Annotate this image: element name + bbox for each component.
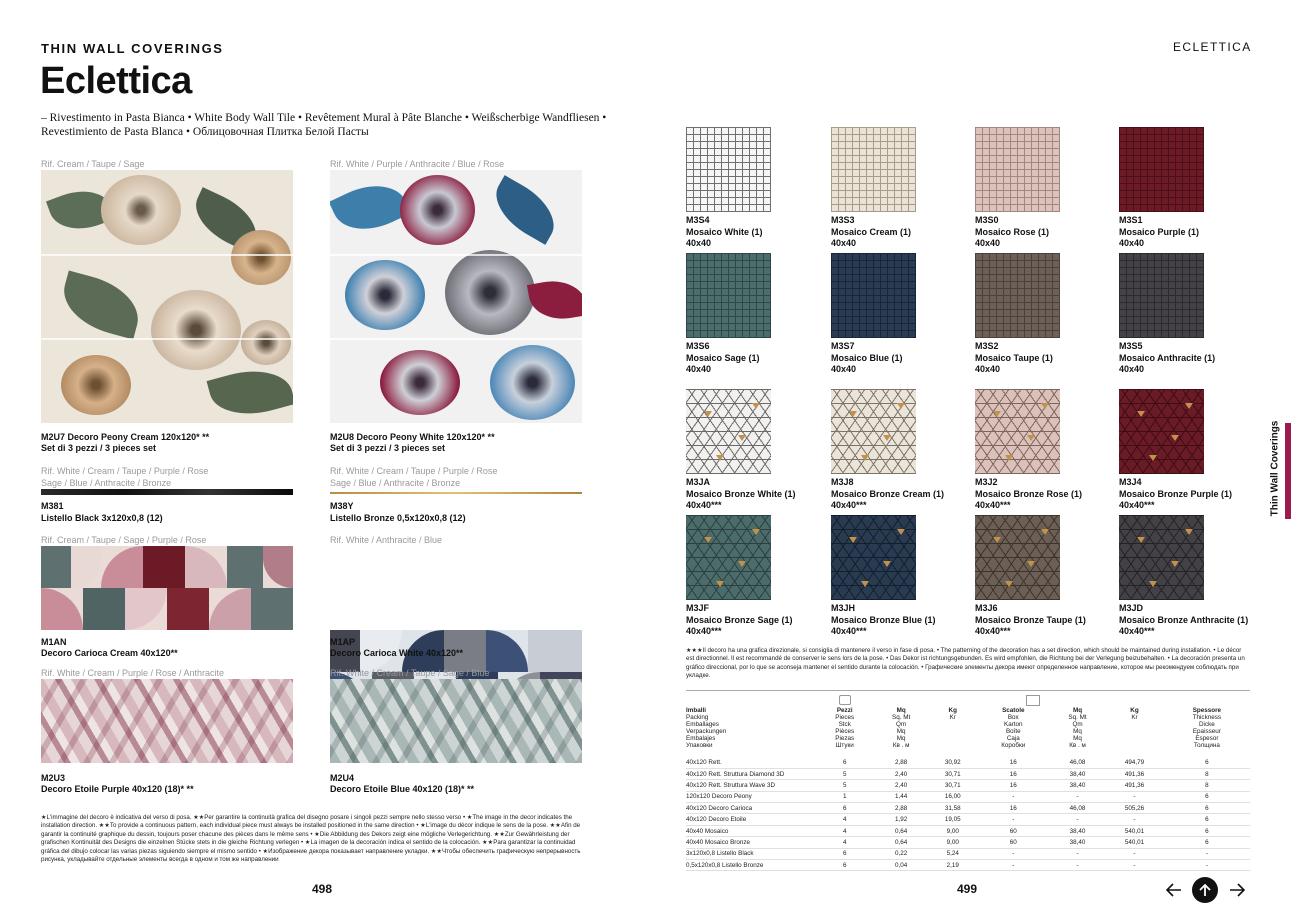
table-row [686, 780, 1250, 791]
mosaic-code: M3S3 [831, 215, 855, 225]
product-description: Set di 3 pezzi / 3 pieces set [330, 443, 446, 453]
mosaic-tile-image [1119, 389, 1204, 474]
mosaic-name: Mosaico Bronze Blue (1) [831, 614, 936, 625]
table-cell: 1,92 [873, 814, 928, 825]
table-cell: 494,79 [1105, 757, 1164, 768]
mosaic-tile-image [686, 253, 771, 338]
mosaic-tile-image [686, 515, 771, 600]
table-cell: - [1050, 814, 1105, 825]
product-code: M1AP [330, 637, 356, 647]
mosaic-size: 40x40*** [1119, 626, 1155, 636]
table-cell: 1,44 [873, 791, 928, 802]
table-cell: - [1105, 814, 1164, 825]
table-cell: 6 [1164, 825, 1250, 836]
bronze-chip [716, 455, 724, 461]
mosaic-code: M3JD [1119, 603, 1144, 613]
table-cell: 6 [816, 803, 873, 814]
bronze-chip [849, 411, 857, 417]
table-cell: 19,05 [929, 814, 977, 825]
mosaic-name: Mosaico Bronze Taupe (1) [975, 614, 1086, 625]
table-cell: 40x120 Rett. [686, 757, 816, 768]
mosaic-tile-image [1119, 253, 1204, 338]
etoile-purple-image [41, 679, 293, 763]
table-header-cell: Mq Sq. Mt Qm Mq Mq Кв . м [892, 707, 911, 749]
mosaic-code: M3J6 [975, 603, 998, 613]
bronze-chip [993, 537, 1001, 543]
bronze-chip [738, 561, 746, 567]
mosaic-code: M3S4 [686, 215, 710, 225]
table-cell: - [977, 848, 1050, 859]
peony-cream-image [41, 170, 293, 423]
bronze-chip [752, 529, 760, 535]
product-description: Decoro Carioca White 40x120** [330, 648, 464, 658]
mosaic-code: M3JH [831, 603, 856, 613]
table-cell: 0,5x120x0,8 Listello Bronze [686, 860, 816, 871]
page-number-left: 498 [312, 882, 333, 896]
mosaic-size: 40x40*** [831, 626, 867, 636]
mosaic-name: Mosaico Bronze Cream (1) [831, 488, 945, 499]
table-cell: 31,58 [929, 803, 977, 814]
table-cell: 0,04 [873, 860, 928, 871]
table-cell: 38,40 [1050, 825, 1105, 836]
product-reference-colors: Rif. Cream / Taupe / Sage / Purple / Rose [41, 535, 207, 545]
table-cell: 16 [977, 757, 1050, 768]
table-cell: 60 [977, 825, 1050, 836]
table-row [686, 803, 1250, 814]
bronze-chip [1171, 435, 1179, 441]
table-cell: 3x120x0,8 Listello Black [686, 848, 816, 859]
mosaic-name: Mosaico Anthracite (1) [1119, 352, 1216, 363]
table-cell: 30,92 [929, 757, 977, 768]
arrow-left-icon[interactable] [1161, 877, 1187, 903]
table-cell: 40x120 Rett. Struttura Diamond 3D [686, 768, 816, 779]
mosaic-tile-image [831, 127, 916, 212]
mosaic-code: M3S7 [831, 341, 855, 351]
table-cell: 5 [816, 780, 873, 791]
mosaic-size: 40x40*** [1119, 500, 1155, 510]
table-cell: - [1164, 848, 1250, 859]
bronze-chip [1041, 529, 1049, 535]
mosaic-name: Mosaico Bronze Sage (1) [686, 614, 793, 625]
mosaic-name: Mosaico Blue (1) [831, 352, 903, 363]
table-row [686, 837, 1250, 848]
bronze-chip [1149, 455, 1157, 461]
mosaic-tile-image [975, 127, 1060, 212]
table-cell: 4 [816, 814, 873, 825]
product-reference-colors: Rif. White / Purple / Anthracite / Blue / Rose [330, 159, 505, 169]
table-cell: 6 [816, 860, 873, 871]
product-code: M38Y [330, 501, 354, 511]
table-header-cell: Spessore Thickness Dicke Epaisseur Espesor Толщина [1192, 707, 1222, 749]
packing-table [686, 690, 1250, 871]
table-cell: 40x120 Decoro Carioca [686, 803, 816, 814]
table-cell: - [1050, 848, 1105, 859]
side-tab-marker [1285, 423, 1291, 519]
table-cell: 46,08 [1050, 757, 1105, 768]
mosaic-size: 40x40 [686, 238, 712, 248]
mosaic-size: 40x40*** [831, 500, 867, 510]
table-cell: 5 [816, 768, 873, 779]
mosaic-size: 40x40 [1119, 238, 1145, 248]
mosaic-tile-image [1119, 515, 1204, 600]
table-cell: 30,71 [929, 780, 977, 791]
table-row [686, 814, 1250, 825]
product-reference-colors-2: Sage / Blue / Anthracite / Bronze [41, 478, 172, 488]
table-header-cell: Kg Kr [948, 707, 957, 721]
bronze-chip [849, 537, 857, 543]
listello-black-image [41, 489, 293, 495]
mosaic-size: 40x40*** [975, 500, 1011, 510]
mosaic-tile-image [975, 253, 1060, 338]
bronze-chip [861, 581, 869, 587]
table-cell: - [1050, 860, 1105, 871]
table-cell: 6 [1164, 791, 1250, 802]
mosaic-code: M3JF [686, 603, 710, 613]
bronze-chip [1149, 581, 1157, 587]
table-cell: 9,00 [929, 837, 977, 848]
table-cell: 491,36 [1105, 768, 1164, 779]
table-cell: 2,88 [873, 803, 928, 814]
product-description: Decoro Etoile Blue 40x120 (18)* ** [330, 784, 475, 794]
table-header-cell: Imballi Packing Emballages Verpackungen Embalajes Упаковки [686, 707, 727, 749]
bronze-chip [1185, 403, 1193, 409]
table-cell: 40x40 Mosaico Bronze [686, 837, 816, 848]
product-description: Decoro Carioca Cream 40x120** [41, 648, 178, 658]
product-code: M381 [41, 501, 64, 511]
mosaic-size: 40x40*** [686, 626, 722, 636]
bronze-chip [716, 581, 724, 587]
table-cell: 60 [977, 837, 1050, 848]
page-title: Eclettica [40, 60, 192, 102]
mosaic-code: M3S5 [1119, 341, 1143, 351]
table-row [686, 825, 1250, 836]
table-cell: 0,64 [873, 825, 928, 836]
table-cell: 2,88 [873, 757, 928, 768]
mosaic-tile-image [975, 389, 1060, 474]
table-cell: 0,22 [873, 848, 928, 859]
bronze-chip [1005, 581, 1013, 587]
bronze-chip [1137, 411, 1145, 417]
mosaic-tile-image [831, 515, 916, 600]
bronze-chip [883, 561, 891, 567]
product-reference-colors: Rif. White / Cream / Taupe / Purple / Rose [330, 466, 498, 476]
table-cell: 40x120 Decoro Etoile [686, 814, 816, 825]
mosaic-size: 40x40 [831, 364, 857, 374]
product-code: M2U3 [41, 773, 66, 783]
subtitle-line-1: – Rivestimento in Pasta Bianca • White Body Wall Tile • Revêtement Mural à Pâte Blanche • Weißscherbige Wandfliesen • [41, 112, 607, 124]
mosaic-code: M3J4 [1119, 477, 1142, 487]
side-tab-label: Thin Wall Coverings [1269, 420, 1281, 517]
bronze-chip [704, 537, 712, 543]
table-cell: 16,00 [929, 791, 977, 802]
mosaic-code: M3S2 [975, 341, 999, 351]
mosaic-code: M3S1 [1119, 215, 1143, 225]
mosaic-size: 40x40 [1119, 364, 1145, 374]
table-cell: 6 [816, 757, 873, 768]
mosaic-size: 40x40 [975, 364, 1001, 374]
product-code: M2U8 Decoro Peony White 120x120* ** [330, 432, 495, 442]
product-description: Set di 3 pezzi / 3 pieces set [41, 443, 157, 453]
table-cell: 6 [1164, 757, 1250, 768]
packing-table-body [686, 749, 1250, 871]
table-cell: - [1164, 860, 1250, 871]
product-reference-colors: Rif. Cream / Taupe / Sage [41, 159, 145, 169]
table-cell: - [1050, 791, 1105, 802]
table-row [686, 791, 1250, 802]
table-cell: 5,24 [929, 848, 977, 859]
product-reference-colors: Rif. White / Cream / Purple / Rose / Anthracite [41, 668, 225, 678]
mosaic-tile-image [686, 127, 771, 212]
section-header: ECLETTICA [1173, 40, 1252, 54]
table-cell: 9,00 [929, 825, 977, 836]
mosaic-tile-image [686, 389, 771, 474]
product-description: Decoro Etoile Purple 40x120 (18)* ** [41, 784, 194, 794]
table-row [686, 860, 1250, 871]
table-cell: 4 [816, 825, 873, 836]
bronze-chip [897, 529, 905, 535]
table-cell: 540,01 [1105, 825, 1164, 836]
mosaic-tile-image [831, 253, 916, 338]
mosaic-name: Mosaico Bronze Purple (1) [1119, 488, 1233, 499]
mosaic-name: Mosaico Bronze Anthracite (1) [1119, 614, 1249, 625]
product-description: Listello Black 3x120x0,8 (12) [41, 513, 163, 523]
product-reference-colors: Rif. White / Cream / Taupe / Purple / Rose [41, 466, 209, 476]
mosaic-tile-image [1119, 127, 1204, 212]
product-description: Listello Bronze 0,5x120x0,8 (12) [330, 513, 466, 523]
etoile-blue-image [330, 679, 582, 763]
bronze-chip [704, 411, 712, 417]
bronze-chip [883, 435, 891, 441]
mosaic-code: M3J8 [831, 477, 854, 487]
table-cell: 30,71 [929, 768, 977, 779]
table-cell: 8 [1164, 780, 1250, 791]
table-cell: - [1105, 860, 1164, 871]
bronze-chip [752, 403, 760, 409]
table-row [686, 848, 1250, 859]
table-cell: 16 [977, 780, 1050, 791]
table-cell: 6 [816, 848, 873, 859]
table-cell: 1 [816, 791, 873, 802]
table-cell: 38,40 [1050, 837, 1105, 848]
product-code: M2U4 [330, 773, 355, 783]
mosaic-size: 40x40*** [975, 626, 1011, 636]
packing-table-header [686, 691, 1250, 749]
bronze-chip [861, 455, 869, 461]
mosaic-size: 40x40 [686, 364, 712, 374]
mosaic-code: M3JA [686, 477, 711, 487]
bronze-chip [897, 403, 905, 409]
mosaic-name: Mosaico Bronze Rose (1) [975, 488, 1083, 499]
table-cell: 505,26 [1105, 803, 1164, 814]
table-cell: 2,19 [929, 860, 977, 871]
bronze-chip [1041, 403, 1049, 409]
bronze-chip [738, 435, 746, 441]
table-cell: 6 [1164, 803, 1250, 814]
table-cell: - [1105, 848, 1164, 859]
table-cell: - [1105, 791, 1164, 802]
table-row [686, 757, 1250, 768]
arrow-right-icon[interactable] [1224, 877, 1250, 903]
page-number-right: 499 [957, 882, 978, 896]
product-code: M2U7 Decoro Peony Cream 120x120* ** [41, 432, 210, 442]
product-reference-colors: Rif. White / Cream / Taupe / Sage / Blue [330, 668, 490, 678]
table-cell: 16 [977, 803, 1050, 814]
table-cell: 38,40 [1050, 780, 1105, 791]
bronze-chip [1005, 455, 1013, 461]
bronze-chip [1171, 561, 1179, 567]
bronze-chip [1185, 529, 1193, 535]
product-reference-colors: Rif. White / Anthracite / Blue [330, 535, 443, 545]
mosaic-size: 40x40 [975, 238, 1001, 248]
product-reference-colors-2: Sage / Blue / Anthracite / Bronze [330, 478, 461, 488]
mosaic-size: 40x40 [831, 238, 857, 248]
subtitle-line-2: Revestimiento de Pasta Blanca • Облицовочная Плитка Белой Пасты [41, 126, 369, 138]
table-cell: - [977, 791, 1050, 802]
table-cell: 8 [1164, 768, 1250, 779]
mosaic-tile-image [831, 389, 916, 474]
table-cell: 38,40 [1050, 768, 1105, 779]
box-icon [1026, 695, 1040, 706]
table-cell: 540,01 [1105, 837, 1164, 848]
mosaic-name: Mosaico Bronze White (1) [686, 488, 796, 499]
carioca-cream-image [41, 546, 293, 630]
mosaic-name: Mosaico Rose (1) [975, 226, 1050, 237]
table-cell: 46,08 [1050, 803, 1105, 814]
table-cell: 16 [977, 768, 1050, 779]
table-header-cell: Pezzi Pieces Stck Pièces Piezas Штуки [835, 707, 855, 749]
section-kicker: THIN WALL COVERINGS [41, 41, 224, 56]
bronze-chip [993, 411, 1001, 417]
table-header-cell: Scatole Box Karton Boîte Caja Коробки [1001, 707, 1026, 749]
mosaic-code: M3S0 [975, 215, 999, 225]
bronze-chip [1137, 537, 1145, 543]
mosaic-tile-image [975, 515, 1060, 600]
pieces-icon [839, 695, 851, 705]
table-cell: 6 [1164, 837, 1250, 848]
peony-white-image [330, 170, 582, 423]
bronze-chip [1027, 435, 1035, 441]
mosaic-name: Mosaico Cream (1) [831, 226, 912, 237]
table-row [686, 768, 1250, 779]
arrow-up-icon[interactable] [1192, 877, 1218, 903]
table-cell: 4 [816, 837, 873, 848]
table-cell: 2,40 [873, 768, 928, 779]
table-cell: 40x120 Rett. Struttura Wave 3D [686, 780, 816, 791]
table-cell: 2,40 [873, 780, 928, 791]
table-cell: 40x40 Mosaico [686, 825, 816, 836]
table-cell: 0,64 [873, 837, 928, 848]
mosaic-name: Mosaico Purple (1) [1119, 226, 1200, 237]
mosaic-size: 40x40*** [686, 500, 722, 510]
product-code: M1AN [41, 637, 67, 647]
mosaic-code: M3S6 [686, 341, 710, 351]
table-cell: 491,36 [1105, 780, 1164, 791]
mosaic-direction-note: ★★★Il decoro ha una grafica direzionale, si consiglia di mantenere il verso in fase di posa. • The patterning of the decoration has a set direction, which should be maintained during installation. • Le décor est directionnel. Il est recommandé de conserver le sens lors de la pose. • Das Dekor ist richtungsgebunden. Es wird empfohlen, die Richtung bei der Verlegung beizubehalten. • La decoración presenta un gráfico direccional, por lo que se aconseja mantener el sentido durante la colocación. • Графические элементы декора имеют определенное направление, которое мы рекомендуем соблюдать при укладке. [686, 647, 1245, 680]
mosaic-name: Mosaico Taupe (1) [975, 352, 1053, 363]
table-header-cell: Kg Kr [1130, 707, 1139, 721]
bronze-chip [1027, 561, 1035, 567]
table-cell: - [977, 814, 1050, 825]
table-cell: 120x120 Decoro Peony [686, 791, 816, 802]
mosaic-name: Mosaico Sage (1) [686, 352, 760, 363]
table-header-cell: Mq Sq. Mt Qm Mq Mq Кв . м [1068, 707, 1087, 749]
listello-bronze-image [330, 492, 582, 494]
side-tab[interactable] [1257, 420, 1291, 519]
mosaic-name: Mosaico White (1) [686, 226, 763, 237]
table-cell: 6 [1164, 814, 1250, 825]
table-cell: - [977, 860, 1050, 871]
installation-footnote: ★L'immagine del decoro è indicativa del verso di posa. ★★Per garantire la continuità grafica del disegno posare i singoli pezzi sempre nello stesso verso • ★The image in the decor indicates the installation direction. ★★To provide a continuous pattern, each individual piece must always be installed positioned in the same direction • ★L'image du décor indique le sens de la pose. ★★Afin de garantir la continuité graphique du dessin, toujours poser chacune des pièces dans le même sens • ★Die Abbildung des Dekors zeigt eine mögliche Verlegerichtung. ★★Zur Gewährleistung der grafischen Kontinuität des Designs die einzelnen Stücke stets in die gleiche Richtung verlegen • ★La imagen de la decoración indica el sentido de la colocación. ★★Para garantizar la continuidad gráfica del dibujo colocar las varias piezas siguiendo siempre el mismo sentido • ★Изображение декора показывает направление укладки. ★★Чтобы обеспечить графическую непрерывность рисунка, укладывайте отдельные элементы всегда в одном и том же направлении [41, 814, 581, 864]
mosaic-code: M3J2 [975, 477, 998, 487]
